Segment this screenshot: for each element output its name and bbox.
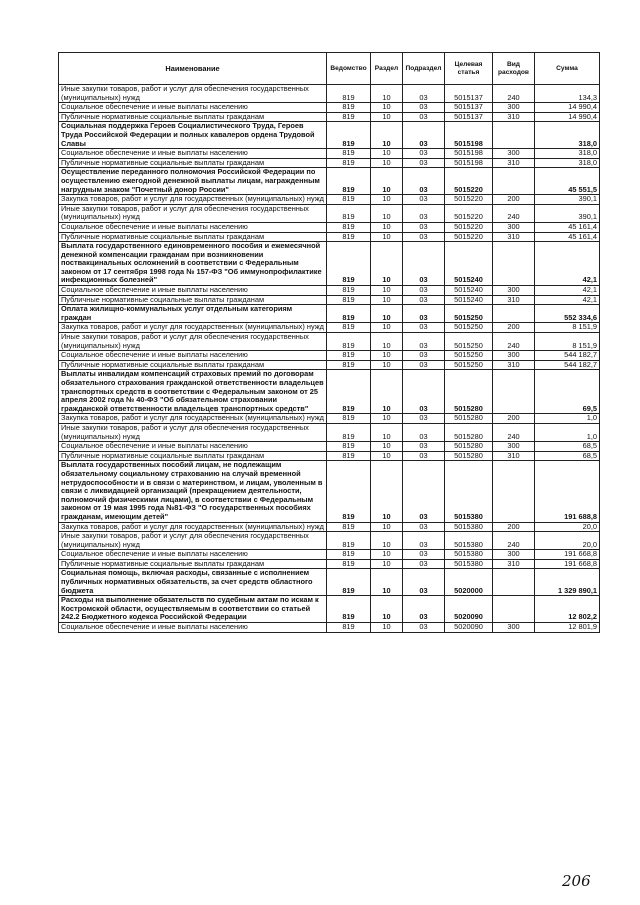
cell-exp-type: 300: [493, 103, 535, 113]
table-row: [59, 370, 600, 414]
cell-target: 5015198: [445, 149, 493, 159]
cell-dept: 819: [327, 442, 371, 452]
cell-dept: 819: [327, 149, 371, 159]
cell-target: 5015220: [445, 232, 493, 242]
cell-name: Иные закупки товаров, работ и услуг для обеспечения государственных (муниципальных) нужд: [59, 423, 327, 441]
cell-name: Публичные нормативные социальные выплаты гражданам: [59, 232, 327, 242]
cell-subsection: 03: [403, 122, 445, 149]
cell-target: 5020000: [445, 569, 493, 596]
cell-subsection: 03: [403, 168, 445, 195]
cell-subsection: 03: [403, 559, 445, 569]
table-row: [59, 442, 600, 452]
cell-target: 5015137: [445, 103, 493, 113]
cell-sum: 544 182,7: [535, 351, 600, 361]
cell-dept: 819: [327, 242, 371, 286]
cell-dept: 819: [327, 122, 371, 149]
table-row: [59, 451, 600, 461]
cell-sum: 20,0: [535, 522, 600, 532]
cell-exp-type: 310: [493, 451, 535, 461]
cell-target: 5015250: [445, 360, 493, 370]
cell-subsection: 03: [403, 286, 445, 296]
cell-section: 10: [371, 158, 403, 168]
cell-subsection: 03: [403, 360, 445, 370]
cell-subsection: 03: [403, 222, 445, 232]
cell-sum: 68,5: [535, 442, 600, 452]
cell-exp-type: 300: [493, 442, 535, 452]
cell-target: 5015380: [445, 559, 493, 569]
cell-name: Иные закупки товаров, работ и услуг для обеспечения государственных (муниципальных) нужд: [59, 532, 327, 550]
cell-name: Иные закупки товаров, работ и услуг для обеспечения государственных (муниципальных) нужд: [59, 85, 327, 103]
cell-sum: 134,3: [535, 85, 600, 103]
cell-exp-type: 310: [493, 559, 535, 569]
cell-target: 5015280: [445, 451, 493, 461]
cell-target: 5020090: [445, 623, 493, 633]
cell-section: 10: [371, 370, 403, 414]
cell-subsection: 03: [403, 442, 445, 452]
cell-exp-type: [493, 569, 535, 596]
cell-subsection: 03: [403, 414, 445, 424]
table-row: [59, 112, 600, 122]
table-row: [59, 286, 600, 296]
table-row: [59, 532, 600, 550]
cell-exp-type: 310: [493, 112, 535, 122]
cell-name: Иные закупки товаров, работ и услуг для обеспечения государственных (муниципальных) нужд: [59, 204, 327, 222]
table-row: [59, 559, 600, 569]
cell-dept: 819: [327, 103, 371, 113]
cell-name: Закупка товаров, работ и услуг для государственных (муниципальных) нужд: [59, 323, 327, 333]
cell-exp-type: [493, 122, 535, 149]
cell-sum: 1,0: [535, 423, 600, 441]
table-row: [59, 295, 600, 305]
cell-name: Публичные нормативные социальные выплаты гражданам: [59, 559, 327, 569]
cell-dept: 819: [327, 305, 371, 323]
cell-section: 10: [371, 596, 403, 623]
cell-exp-type: 200: [493, 323, 535, 333]
cell-section: 10: [371, 222, 403, 232]
cell-dept: 819: [327, 451, 371, 461]
cell-subsection: 03: [403, 351, 445, 361]
cell-exp-type: 240: [493, 532, 535, 550]
cell-exp-type: [493, 305, 535, 323]
cell-section: 10: [371, 323, 403, 333]
cell-target: 5015198: [445, 158, 493, 168]
table-row: [59, 522, 600, 532]
cell-dept: 819: [327, 461, 371, 522]
table-row: [59, 232, 600, 242]
cell-name: Социальное обеспечение и иные выплаты населению: [59, 149, 327, 159]
cell-section: 10: [371, 550, 403, 560]
cell-subsection: 03: [403, 195, 445, 205]
cell-name: Социальная помощь, включая расходы, связанные с исполнением публичных нормативных обязательств, за счет средств областного бюджета: [59, 569, 327, 596]
cell-dept: 819: [327, 195, 371, 205]
cell-target: 5015380: [445, 550, 493, 560]
cell-dept: 819: [327, 550, 371, 560]
header-name: Наименование: [59, 53, 327, 85]
table-row: [59, 149, 600, 159]
cell-exp-type: [493, 242, 535, 286]
cell-dept: 819: [327, 522, 371, 532]
cell-target: 5015137: [445, 112, 493, 122]
cell-sum: 191 668,8: [535, 550, 600, 560]
cell-name: Социальное обеспечение и иные выплаты населению: [59, 442, 327, 452]
cell-subsection: 03: [403, 85, 445, 103]
cell-name: Закупка товаров, работ и услуг для государственных (муниципальных) нужд: [59, 414, 327, 424]
cell-target: 5015280: [445, 442, 493, 452]
cell-subsection: 03: [403, 305, 445, 323]
header-sum: Сумма: [535, 53, 600, 85]
cell-section: 10: [371, 423, 403, 441]
cell-subsection: 03: [403, 232, 445, 242]
cell-section: 10: [371, 168, 403, 195]
cell-target: 5015220: [445, 204, 493, 222]
cell-target: 5015240: [445, 286, 493, 296]
cell-dept: 819: [327, 370, 371, 414]
cell-sum: 45 161,4: [535, 232, 600, 242]
cell-sum: 318,0: [535, 158, 600, 168]
table-row: [59, 414, 600, 424]
cell-name: Выплата государственного единовременного пособия и ежемесячной денежной компенсации гражданам при возникновении поствакцинальных осложнений в соответствии с Федеральным законом от 17 сентября 1998 года № 157-ФЗ "Об иммунопрофилактике инфекционных болезней": [59, 242, 327, 286]
cell-sum: 42,1: [535, 242, 600, 286]
header-subsection: Подраздел: [403, 53, 445, 85]
cell-sum: 191 688,8: [535, 461, 600, 522]
cell-section: 10: [371, 569, 403, 596]
cell-exp-type: [493, 596, 535, 623]
header-exp-type: Вид расходов: [493, 53, 535, 85]
table-row: [59, 168, 600, 195]
cell-section: 10: [371, 442, 403, 452]
table-row: [59, 242, 600, 286]
cell-subsection: 03: [403, 295, 445, 305]
cell-sum: 191 668,8: [535, 559, 600, 569]
cell-sum: 14 990,4: [535, 112, 600, 122]
cell-subsection: 03: [403, 451, 445, 461]
cell-sum: 20,0: [535, 532, 600, 550]
cell-exp-type: 240: [493, 333, 535, 351]
cell-dept: 819: [327, 85, 371, 103]
cell-target: 5015198: [445, 122, 493, 149]
budget-table: [58, 52, 600, 633]
page-number: 206: [562, 872, 591, 890]
cell-section: 10: [371, 623, 403, 633]
cell-dept: 819: [327, 623, 371, 633]
cell-exp-type: 240: [493, 423, 535, 441]
table-row: [59, 623, 600, 633]
cell-name: Публичные нормативные социальные выплаты гражданам: [59, 295, 327, 305]
cell-sum: 45 551,5: [535, 168, 600, 195]
cell-name: Публичные нормативные социальные выплаты гражданам: [59, 451, 327, 461]
cell-target: 5015240: [445, 295, 493, 305]
table-row: [59, 596, 600, 623]
cell-sum: 1,0: [535, 414, 600, 424]
cell-dept: 819: [327, 222, 371, 232]
cell-subsection: 03: [403, 461, 445, 522]
cell-section: 10: [371, 122, 403, 149]
cell-subsection: 03: [403, 242, 445, 286]
cell-exp-type: 200: [493, 414, 535, 424]
cell-dept: 819: [327, 286, 371, 296]
cell-dept: 819: [327, 232, 371, 242]
cell-name: Публичные нормативные социальные выплаты гражданам: [59, 360, 327, 370]
cell-section: 10: [371, 85, 403, 103]
cell-subsection: 03: [403, 423, 445, 441]
cell-exp-type: 300: [493, 286, 535, 296]
cell-exp-type: 240: [493, 85, 535, 103]
cell-section: 10: [371, 461, 403, 522]
cell-sum: 14 990,4: [535, 103, 600, 113]
cell-subsection: 03: [403, 569, 445, 596]
cell-dept: 819: [327, 323, 371, 333]
cell-sum: 318,0: [535, 122, 600, 149]
cell-sum: 552 334,6: [535, 305, 600, 323]
cell-section: 10: [371, 522, 403, 532]
cell-exp-type: 300: [493, 550, 535, 560]
cell-subsection: 03: [403, 550, 445, 560]
cell-name: Выплаты инвалидам компенсаций страховых премий по договорам обязательного страхования гражданской ответственности владельцев транспортных средств в соответствии с Федеральным законом от 25 апреля 2002 года № 40-ФЗ "Об обязательном страховании гражданской ответственности владельцев транспортных средств": [59, 370, 327, 414]
header-target: Целевая статья: [445, 53, 493, 85]
cell-target: 5020090: [445, 596, 493, 623]
cell-name: Социальное обеспечение и иные выплаты населению: [59, 550, 327, 560]
cell-section: 10: [371, 414, 403, 424]
cell-sum: 42,1: [535, 286, 600, 296]
header-row: [59, 53, 600, 85]
cell-exp-type: 310: [493, 360, 535, 370]
cell-exp-type: 310: [493, 232, 535, 242]
cell-target: 5015137: [445, 85, 493, 103]
cell-sum: 68,5: [535, 451, 600, 461]
table-row: [59, 204, 600, 222]
cell-name: Социальное обеспечение и иные выплаты населению: [59, 286, 327, 296]
cell-sum: 390,1: [535, 204, 600, 222]
cell-subsection: 03: [403, 149, 445, 159]
cell-target: 5015240: [445, 242, 493, 286]
cell-exp-type: [493, 461, 535, 522]
cell-exp-type: 300: [493, 149, 535, 159]
cell-sum: 544 182,7: [535, 360, 600, 370]
cell-exp-type: 310: [493, 158, 535, 168]
cell-name: Выплата государственных пособий лицам, не подлежащим обязательному социальному страхованию на случай временной нетрудоспособности и в связи с материнством, и лицам, уволенным в связи с ликвидацией организаций (прекращением деятельности, полномочий физическими лицами), в соответствии с Федеральным законом от 19 мая 1995 года №81-ФЗ "О государственных пособиях гражданам, имеющим детей": [59, 461, 327, 522]
cell-subsection: 03: [403, 204, 445, 222]
cell-section: 10: [371, 149, 403, 159]
cell-subsection: 03: [403, 370, 445, 414]
cell-dept: 819: [327, 204, 371, 222]
cell-section: 10: [371, 286, 403, 296]
cell-target: 5015250: [445, 305, 493, 323]
cell-name: Расходы на выполнение обязательств по судебным актам по искам к Костромской области, осуществляемым в соответствии со статьей 242.2 Бюджетного кодекса Российской Федерации: [59, 596, 327, 623]
table-row: [59, 103, 600, 113]
cell-dept: 819: [327, 423, 371, 441]
cell-sum: 390,1: [535, 195, 600, 205]
cell-name: Закупка товаров, работ и услуг для государственных (муниципальных) нужд: [59, 195, 327, 205]
cell-sum: 45 161,4: [535, 222, 600, 232]
cell-section: 10: [371, 232, 403, 242]
cell-subsection: 03: [403, 158, 445, 168]
cell-dept: 819: [327, 158, 371, 168]
cell-dept: 819: [327, 360, 371, 370]
cell-name: Социальное обеспечение и иные выплаты населению: [59, 222, 327, 232]
cell-target: 5015250: [445, 351, 493, 361]
cell-section: 10: [371, 305, 403, 323]
table-row: [59, 360, 600, 370]
cell-section: 10: [371, 451, 403, 461]
cell-exp-type: 240: [493, 204, 535, 222]
cell-exp-type: 310: [493, 295, 535, 305]
cell-target: 5015220: [445, 168, 493, 195]
cell-subsection: 03: [403, 112, 445, 122]
header-dept: Ведомство: [327, 53, 371, 85]
cell-sum: 8 151,9: [535, 333, 600, 351]
cell-subsection: 03: [403, 532, 445, 550]
cell-section: 10: [371, 242, 403, 286]
cell-name: Оплата жилищно-коммунальных услуг отдельным категориям граждан: [59, 305, 327, 323]
cell-subsection: 03: [403, 522, 445, 532]
cell-sum: 8 151,9: [535, 323, 600, 333]
cell-section: 10: [371, 103, 403, 113]
cell-dept: 819: [327, 532, 371, 550]
table-row: [59, 158, 600, 168]
cell-exp-type: 300: [493, 351, 535, 361]
cell-exp-type: [493, 370, 535, 414]
table-row: [59, 333, 600, 351]
table-row: [59, 323, 600, 333]
cell-dept: 819: [327, 351, 371, 361]
cell-exp-type: 200: [493, 195, 535, 205]
cell-subsection: 03: [403, 596, 445, 623]
cell-name: Публичные нормативные социальные выплаты гражданам: [59, 158, 327, 168]
cell-dept: 819: [327, 559, 371, 569]
budget-table-page: [58, 52, 599, 633]
cell-subsection: 03: [403, 103, 445, 113]
table-body: [59, 85, 600, 633]
table-row: [59, 461, 600, 522]
cell-name: Социальное обеспечение и иные выплаты населению: [59, 103, 327, 113]
cell-exp-type: 300: [493, 623, 535, 633]
table-row: [59, 423, 600, 441]
cell-name: Осуществление переданного полномочия Российской Федерации по осуществлению ежегодной денежной выплаты лицам, награжденным нагрудным знаком "Почетный донор России": [59, 168, 327, 195]
cell-target: 5015280: [445, 423, 493, 441]
cell-name: Социальная поддержка Героев Социалистического Труда, Героев Труда Российской Федерации и полных кавалеров ордена Трудовой Славы: [59, 122, 327, 149]
cell-dept: 819: [327, 168, 371, 195]
cell-target: 5015250: [445, 333, 493, 351]
table-row: [59, 222, 600, 232]
cell-name: Закупка товаров, работ и услуг для государственных (муниципальных) нужд: [59, 522, 327, 532]
cell-dept: 819: [327, 295, 371, 305]
cell-target: 5015250: [445, 323, 493, 333]
table-row: [59, 550, 600, 560]
cell-subsection: 03: [403, 323, 445, 333]
cell-section: 10: [371, 333, 403, 351]
cell-target: 5015220: [445, 195, 493, 205]
table-row: [59, 122, 600, 149]
cell-dept: 819: [327, 596, 371, 623]
cell-section: 10: [371, 112, 403, 122]
cell-section: 10: [371, 559, 403, 569]
cell-sum: 12 801,9: [535, 623, 600, 633]
cell-section: 10: [371, 295, 403, 305]
table-row: [59, 305, 600, 323]
cell-exp-type: 200: [493, 522, 535, 532]
cell-subsection: 03: [403, 333, 445, 351]
cell-target: 5015220: [445, 222, 493, 232]
cell-name: Социальное обеспечение и иные выплаты населению: [59, 623, 327, 633]
cell-section: 10: [371, 195, 403, 205]
cell-section: 10: [371, 532, 403, 550]
cell-dept: 819: [327, 333, 371, 351]
cell-target: 5015280: [445, 370, 493, 414]
cell-sum: 318,0: [535, 149, 600, 159]
cell-sum: 1 329 890,1: [535, 569, 600, 596]
cell-name: Публичные нормативные социальные выплаты гражданам: [59, 112, 327, 122]
table-row: [59, 351, 600, 361]
table-row: [59, 195, 600, 205]
cell-dept: 819: [327, 112, 371, 122]
cell-name: Иные закупки товаров, работ и услуг для обеспечения государственных (муниципальных) нужд: [59, 333, 327, 351]
cell-sum: 69,5: [535, 370, 600, 414]
cell-exp-type: 300: [493, 222, 535, 232]
header-section: Раздел: [371, 53, 403, 85]
cell-exp-type: [493, 168, 535, 195]
cell-sum: 42,1: [535, 295, 600, 305]
cell-dept: 819: [327, 414, 371, 424]
cell-subsection: 03: [403, 623, 445, 633]
cell-target: 5015380: [445, 522, 493, 532]
cell-target: 5015380: [445, 461, 493, 522]
cell-sum: 12 802,2: [535, 596, 600, 623]
cell-section: 10: [371, 360, 403, 370]
cell-target: 5015280: [445, 414, 493, 424]
cell-section: 10: [371, 204, 403, 222]
table-row: [59, 569, 600, 596]
cell-name: Социальное обеспечение и иные выплаты населению: [59, 351, 327, 361]
table-row: [59, 85, 600, 103]
cell-target: 5015380: [445, 532, 493, 550]
cell-section: 10: [371, 351, 403, 361]
cell-dept: 819: [327, 569, 371, 596]
